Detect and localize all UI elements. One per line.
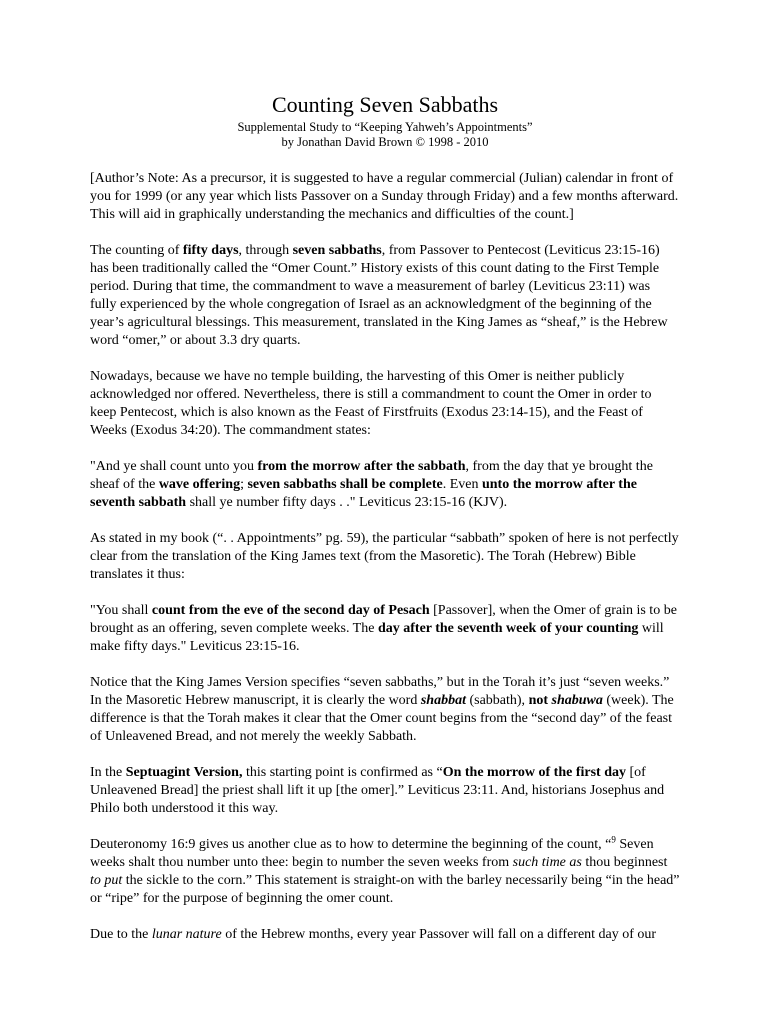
paragraph-omer-count-history xyxy=(90,242,680,350)
italic-text-run: lunar nature xyxy=(151,927,222,942)
text-run: Nowadays, because we have no temple building, the harvesting of this Omer is neither publicly acknowledged nor offered. Nevertheless, there is still a commandment to count the Omer in order to keep Pentecost, which is also known as the Feast of Firstfruits (Exodus 23:14-15), and the Feast of Weeks (Exodus 34:20). The commandment states: xyxy=(90,369,652,438)
text-run: "And ye shall count unto you xyxy=(90,459,258,474)
text-run: , from Passover to Pentecost (Leviticus 23:15-16) has been traditionally called the “Omer Count.” History exists of this count dating to the First Temple period. During that time, the commandment to wave a measurement of barley (Leviticus 23:11) was fully experienced by the whole congregation of Israel as an acknowledgment of the beginning of the year’s agricultural blessings. This measurement, translated in the King James as “sheaf,” is the Hebrew word “omer,” or about 3.3 dry quarts. xyxy=(90,243,668,348)
paragraph-book-reference xyxy=(90,530,680,584)
paragraph-torah-quote xyxy=(90,602,680,656)
bold-text-run: count from the eve of the second day of Pesach xyxy=(151,603,430,618)
bold-text-run: seven sabbaths shall be complete xyxy=(247,477,443,492)
text-run: ; xyxy=(240,477,248,492)
text-run: . Even xyxy=(442,477,482,492)
text-run: , from the day that ye brought the sheaf of the xyxy=(90,459,653,492)
paragraph-septuagint xyxy=(90,764,680,818)
paragraph-nowadays xyxy=(90,368,680,440)
bold-italic-text-run: shabuwa xyxy=(551,693,603,708)
text-run: As stated in my book (“. . Appointments” pg. 59), the particular “sabbath” spoken of here is not perfectly clear from the translation of the King James text (from the Masoretic). The Torah (Hebrew) Bible translates it thus: xyxy=(90,531,679,582)
text-run: will make fifty days." Leviticus 23:15-16. xyxy=(90,621,664,654)
text-run: In the xyxy=(90,765,126,780)
bold-text-run: fifty days xyxy=(182,243,239,258)
text-run: [Author’s Note: As a precursor, it is suggested to have a regular commercial (Julian) calendar in front of you for 1999 (or any year which lists Passover on a Sunday through Friday) and a few months afterward. This will aid in graphically understanding the mechanics and difficulties of the count.] xyxy=(90,171,679,222)
document-subtitle: Supplemental Study to “Keeping Yahweh’s Appointments” xyxy=(237,120,533,134)
document-byline: by Jonathan David Brown © 1998 - 2010 xyxy=(281,135,489,149)
paragraph-deuteronomy xyxy=(90,836,680,908)
text-run: "You shall xyxy=(90,603,152,618)
bold-text-run: from the morrow after the sabbath xyxy=(257,459,466,474)
italic-text-run: to put xyxy=(90,873,123,888)
text-run: (week). The difference is that the Torah makes it clear that the Omer count begins from the “second day” of the feast of Unleavened Bread, and not merely the weekly Sabbath. xyxy=(90,693,674,744)
bold-text-run: wave offering xyxy=(158,477,241,492)
bold-text-run: unto the morrow after the seventh sabbath xyxy=(90,477,637,510)
bold-text-run: On the morrow of the first day xyxy=(442,765,626,780)
paragraph-kjv-quote xyxy=(90,458,680,512)
text-run: of the Hebrew months, every year Passover will fall on a different day of our xyxy=(221,927,657,942)
text-run: [Passover], when the Omer of grain is to be brought as an offering, seven complete weeks. The xyxy=(90,603,677,636)
document-title: Counting Seven Sabbaths xyxy=(271,92,499,117)
text-run: Notice that the King James Version specifies “seven sabbaths,” but in the Torah it’s just “seven weeks.” In the Masoretic Hebrew manuscript, it is clearly the word xyxy=(90,675,670,708)
bold-text-run: not xyxy=(528,693,549,708)
bold-text-run: seven sabbaths xyxy=(292,243,382,258)
text-run: Seven weeks shalt thou number unto thee: begin to number the seven weeks from xyxy=(90,837,654,870)
verse-number: 9 xyxy=(611,834,616,845)
bold-text-run: day after the seventh week of your counting xyxy=(377,621,639,636)
text-run: The counting of xyxy=(90,243,183,258)
text-run: the sickle to the corn.” This statement is straight-on with the barley necessarily being “in the head” or “ripe” for the purpose of beginning the omer count. xyxy=(90,873,680,906)
text-run: shall ye number fifty days . ." Leviticus 23:15-16 (KJV). xyxy=(186,495,508,510)
bold-italic-text-run: shabbat xyxy=(420,693,466,708)
text-run: , through xyxy=(238,243,293,258)
paragraph-lunar-nature xyxy=(90,926,680,944)
text-run: this starting point is confirmed as “ xyxy=(242,765,443,780)
bold-text-run: Septuagint Version, xyxy=(125,765,243,780)
text-run: Due to the xyxy=(90,927,152,942)
text-run: [of Unleavened Bread] the priest shall lift it up [the omer].” Leviticus 23:11. And, historians Josephus and Philo both understood it this way. xyxy=(90,765,665,816)
paragraph-kjv-vs-torah xyxy=(90,674,680,746)
text-run: thou beginnest xyxy=(581,855,668,870)
text-run: Deuteronomy 16:9 gives us another clue as to how to determine the beginning of the count, “ xyxy=(90,837,612,852)
text-run: (sabbath), xyxy=(465,693,529,708)
paragraph-authors-note xyxy=(90,170,680,224)
italic-text-run: such time as xyxy=(512,855,582,870)
